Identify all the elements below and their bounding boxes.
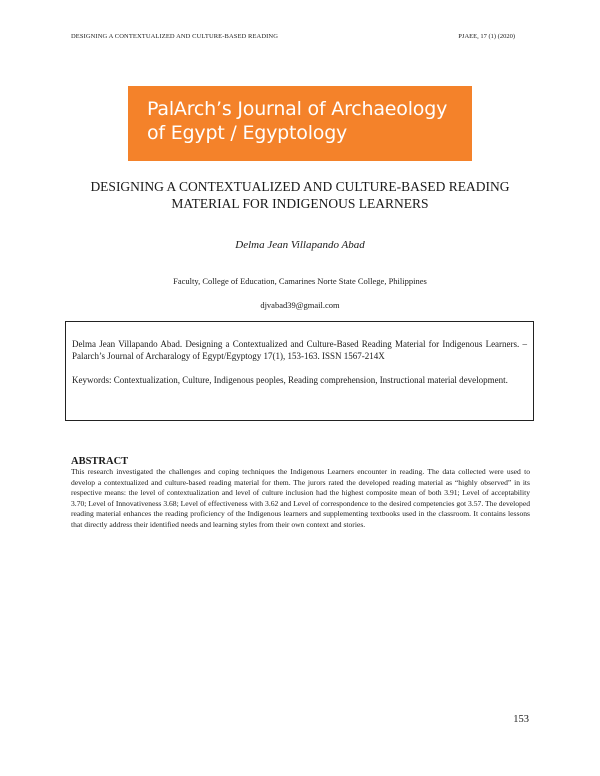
author-affiliation: Faculty, College of Education, Camarines Norte State College, Philippines <box>173 276 427 286</box>
article-title <box>60 178 540 212</box>
article-title-line2: MATERIAL FOR INDIGENOUS LEARNERS <box>171 196 429 211</box>
article-title-line1: DESIGNING A CONTEXTUALIZED AND CULTURE-BASED READING <box>90 179 510 194</box>
citation-box <box>65 321 534 421</box>
running-header-journal-ref: PJAEE, 17 (1) (2020) <box>458 33 515 40</box>
author-name: Delma Jean Villapando Abad <box>235 239 365 251</box>
running-header-title: DESIGNING A CONTEXTUALIZED AND CULTURE-BASED READING <box>71 33 278 40</box>
citation-text: Delma Jean Villapando Abad. Designing a Contextualized and Culture-Based Reading Material for Indigenous Learners. – Palarch’s Journal of Archaralogy of Egypt/Egyptogy 17(1), 153-163. ISSN 1567-214X <box>72 339 527 361</box>
abstract-heading: ABSTRACT <box>71 456 129 467</box>
journal-banner-line1: PalArch’s Journal of Archaeology <box>147 98 448 120</box>
journal-banner <box>128 86 472 161</box>
page-number: 153 <box>513 714 529 725</box>
abstract-body: This research investigated the challenges and coping techniques the Indigenous Learners encounter in reading. The data collected were used to develop a contextualized and culture-based reading material for them. The jurors rated the developed reading material as “highly observed” in its respective means: the level of contextualization and level of culture inclusion had the highest composite mean of both 3.91; Level of acceptability 3.70; Level of Innovativeness 3.68; Level of effectiveness with 3.62 and Level of correspondence to the desired competencies got 3.57. The developed reading material enhances the reading proficiency of the Indigenous learners and supplementing textbooks used in the classroom. It contains lessons that directly address their identified needs and learning styles from their own context and stories. <box>71 467 530 529</box>
journal-banner-text <box>147 97 447 145</box>
keywords-text: Keywords: Contextualization, Culture, Indigenous peoples, Reading comprehension, Instructional material development. <box>72 375 508 385</box>
author-email: djvabad39@gmail.com <box>260 300 340 310</box>
journal-banner-line2: of Egypt / Egyptology <box>147 122 348 144</box>
